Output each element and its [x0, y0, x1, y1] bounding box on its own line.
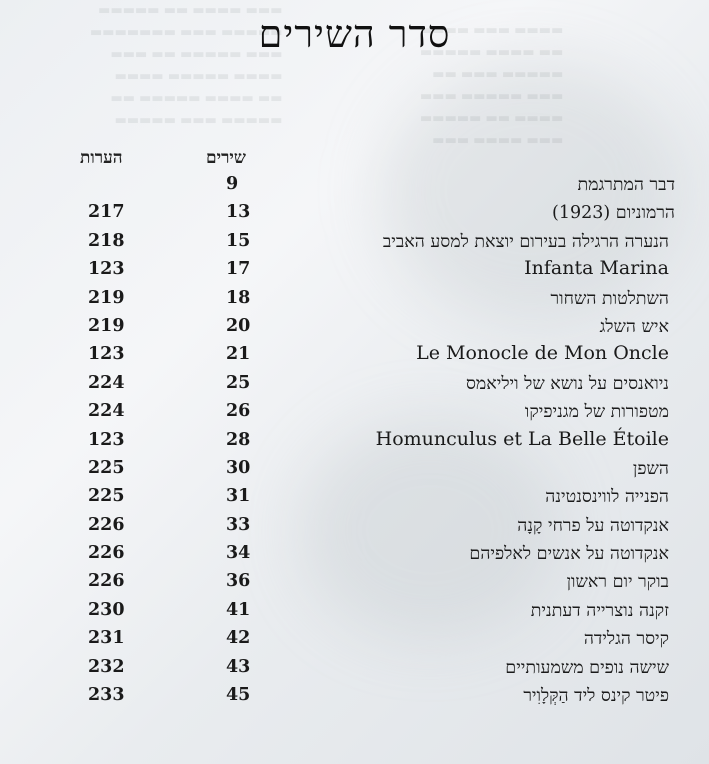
poem-title: הפנייה לווינסנטינה: [545, 487, 669, 508]
poem-page-number: 43: [226, 656, 251, 677]
toc-row: [0, 683, 709, 711]
poem-page-number: 21: [226, 344, 251, 365]
poem-title: מטפורות של מגניפיקו: [524, 402, 669, 423]
poem-page-number: 31: [226, 486, 251, 507]
poem-page-number: 18: [226, 287, 251, 308]
table-of-contents: [0, 172, 709, 711]
notes-page-number: 224: [88, 401, 125, 422]
toc-row: [0, 626, 709, 654]
poem-page-number: 13: [226, 202, 251, 223]
poem-title: ניואנסים על נושא של ויליאמס: [465, 373, 669, 394]
notes-page-number: 219: [88, 315, 125, 336]
notes-page-number: 226: [88, 571, 125, 592]
notes-page-number: 231: [88, 628, 125, 649]
poem-title: קיסר הגלידה: [583, 629, 669, 650]
toc-row: [0, 371, 709, 399]
notes-page-number: 224: [88, 372, 125, 393]
bleed-through-decoration: ▬▬▬ ▬▬▬▬ ▬▬ ▬▬▬▬▬ ▬▬▬▬▬ ▬▬▬ ▬▬▬▬▬▬▬ ▬▬▬ ▬▬▬▬▬ ▬▬ ▬▬▬ ▬▬▬▬ ▬▬▬▬▬ ▬▬▬▬ ▬▬ ▬▬▬▬ ▬▬▬▬▬ ▬▬ ▬▬▬▬▬ ▬▬▬ ▬▬▬▬▬: [90, 3, 283, 128]
notes-page-number: 123: [88, 429, 125, 450]
poem-title: שישה נופים משמעותיים: [505, 657, 669, 678]
toc-row: [0, 598, 709, 626]
section-title: הרמוניום (1923): [552, 203, 675, 224]
poems-column-header: שירים: [206, 148, 246, 168]
notes-page-number: 123: [88, 259, 125, 280]
poem-title: הנערה הרגילה בעירום יוצאת למסע האביב: [382, 231, 669, 252]
poem-title: זקנה נוצרייה דעתנית: [530, 600, 669, 621]
poem-page-number: 41: [226, 599, 251, 620]
notes-page-number: 218: [88, 230, 125, 251]
bleed-through-decoration: ▬▬▬▬ ▬▬▬ ▬▬▬▬ ▬▬ ▬▬▬▬ ▬▬▬▬▬ ▬▬▬▬▬ ▬▬▬ ▬▬ ▬▬▬ ▬▬▬▬▬ ▬▬▬ ▬▬▬▬ ▬▬ ▬▬▬▬▬ ▬▬▬ ▬▬▬▬ ▬▬▬: [420, 23, 564, 148]
toc-row: [0, 456, 709, 484]
toc-row: [0, 172, 709, 200]
toc-row: [0, 513, 709, 541]
notes-page-number: 219: [88, 287, 125, 308]
toc-row: [0, 342, 709, 370]
poem-title: איש השלג: [599, 316, 669, 337]
poem-title: אנקדוטה על פרחי קָנָה: [517, 515, 669, 536]
poem-title: Le Monocle de Mon Oncle: [416, 342, 669, 365]
page-title: סדר השירים: [258, 12, 451, 56]
toc-row: [0, 399, 709, 427]
notes-page-number: 225: [88, 486, 125, 507]
section-title: דבר המתרגמת: [577, 175, 675, 195]
notes-column-header: הערות: [80, 148, 123, 168]
notes-page-number: 225: [88, 457, 125, 478]
poem-page-number: 30: [226, 457, 251, 478]
toc-row: [0, 286, 709, 314]
toc-row: [0, 484, 709, 512]
poem-title: Homunculus et La Belle Étoile: [375, 427, 669, 450]
notes-page-number: 123: [88, 344, 125, 365]
poem-title: Infanta Marina: [524, 257, 669, 280]
notes-page-number: 217: [88, 202, 125, 223]
notes-page-number: 230: [88, 599, 125, 620]
notes-page-number: 233: [88, 685, 125, 706]
poem-page-number: 36: [226, 571, 251, 592]
poem-page-number: 34: [226, 543, 251, 564]
toc-row: [0, 257, 709, 285]
poem-page-number: 9: [226, 174, 239, 194]
poem-page-number: 26: [226, 401, 251, 422]
poem-title: אנקדוטה על אנשים לאלפיהם: [469, 544, 669, 565]
poem-page-number: 33: [226, 514, 251, 535]
toc-row: [0, 541, 709, 569]
poem-page-number: 28: [226, 429, 251, 450]
poem-title: השפן: [632, 458, 669, 479]
notes-page-number: 232: [88, 656, 125, 677]
toc-row: [0, 428, 709, 456]
toc-row: [0, 200, 709, 228]
toc-row: [0, 229, 709, 257]
poem-page-number: 20: [226, 315, 251, 336]
poem-page-number: 45: [226, 685, 251, 706]
poem-page-number: 17: [226, 259, 251, 280]
notes-page-number: 226: [88, 543, 125, 564]
notes-page-number: 226: [88, 514, 125, 535]
poem-page-number: 15: [226, 230, 251, 251]
poem-title: השתלטות השחור: [550, 288, 669, 309]
toc-row: [0, 655, 709, 683]
poem-page-number: 42: [226, 628, 251, 649]
poem-title: בוקר יום ראשון: [566, 572, 669, 593]
poem-page-number: 25: [226, 372, 251, 393]
poem-title: פיטר קינס ליד הַקְּלָוִיר: [523, 686, 669, 707]
toc-row: [0, 569, 709, 597]
toc-row: [0, 314, 709, 342]
